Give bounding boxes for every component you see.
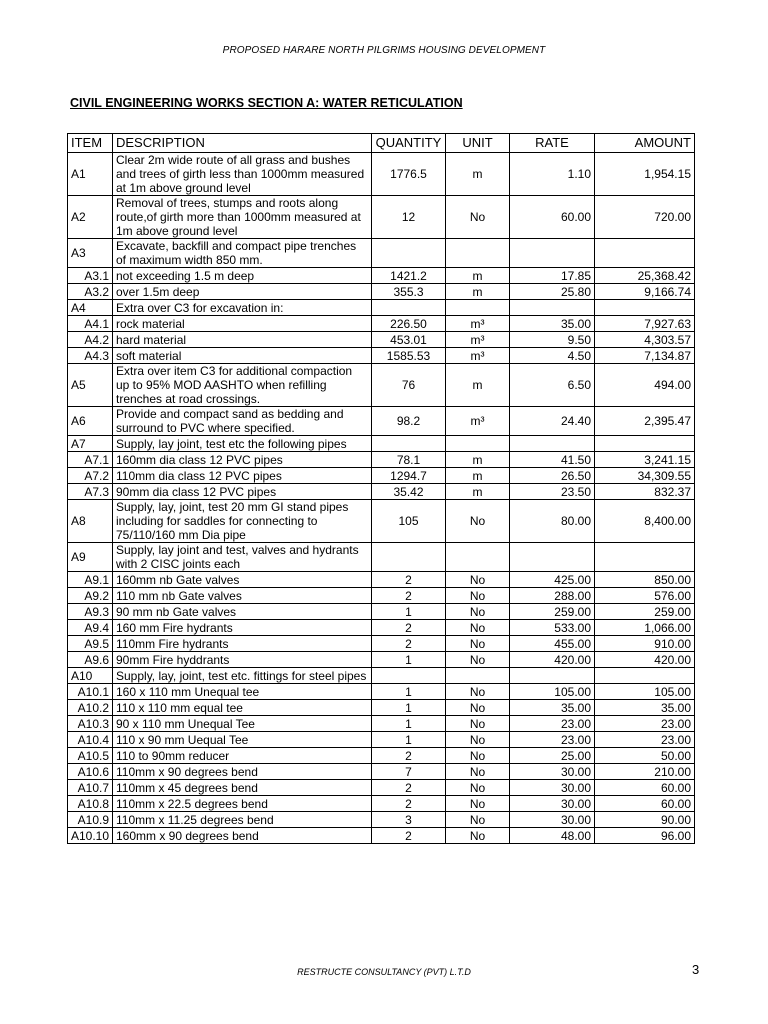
table-row [68,572,695,588]
amount-cell: 259.00 [595,604,695,620]
quantity-cell: 1585.53 [372,348,446,364]
description-cell: Clear 2m wide route of all grass and bushes and trees of girth less than 1000mm measured at 1m above ground level [113,153,372,196]
amount-cell: 420.00 [595,652,695,668]
rate-cell: 455.00 [510,636,595,652]
amount-cell: 4,303.57 [595,332,695,348]
rate-cell: 259.00 [510,604,595,620]
unit-cell: m [446,364,510,407]
amount-cell: 910.00 [595,636,695,652]
item-cell: A5 [68,364,113,407]
amount-cell [595,668,695,684]
rate-cell [510,436,595,452]
unit-cell: m³ [446,332,510,348]
column-header-amount: AMOUNT [595,134,695,153]
item-cell: A4.2 [68,332,113,348]
item-cell: A9.6 [68,652,113,668]
quantity-cell: 453.01 [372,332,446,348]
rate-cell: 23.50 [510,484,595,500]
description-cell: 110mm x 90 degrees bend [113,764,372,780]
table-row [68,268,695,284]
column-header-unit: UNIT [446,134,510,153]
item-cell: A9.4 [68,620,113,636]
description-cell: 110 x 90 mm Uequal Tee [113,732,372,748]
rate-cell: 1.10 [510,153,595,196]
quantity-cell: 2 [372,780,446,796]
description-cell: 90mm dia class 12 PVC pipes [113,484,372,500]
description-cell: Supply, lay joint, test etc the following pipes [113,436,372,452]
table-row [68,332,695,348]
table-row [68,716,695,732]
quantity-cell [372,543,446,572]
item-cell: A7 [68,436,113,452]
table-row [68,620,695,636]
description-cell: not exceeding 1.5 m deep [113,268,372,284]
document-header: PROPOSED HARARE NORTH PILGRIMS HOUSING DEVELOPMENT [222,45,546,56]
unit-cell: No [446,812,510,828]
unit-cell [446,436,510,452]
description-cell: 160 x 110 mm Unequal tee [113,684,372,700]
unit-cell [446,300,510,316]
unit-cell: No [446,764,510,780]
column-header-quantity: QUANTITY [372,134,446,153]
unit-cell: m [446,268,510,284]
unit-cell: m³ [446,407,510,436]
unit-cell: No [446,748,510,764]
table-row [68,484,695,500]
table-row [68,796,695,812]
unit-cell: No [446,572,510,588]
quantity-cell: 1 [372,700,446,716]
description-cell: 110 to 90mm reducer [113,748,372,764]
quantity-cell: 76 [372,364,446,407]
unit-cell: m [446,468,510,484]
amount-cell: 96.00 [595,828,695,844]
item-cell: A3.2 [68,284,113,300]
quantity-cell: 355.3 [372,284,446,300]
unit-cell: No [446,604,510,620]
rate-cell: 48.00 [510,828,595,844]
item-cell: A2 [68,196,113,239]
unit-cell: m [446,452,510,468]
item-cell: A3.1 [68,268,113,284]
unit-cell [446,239,510,268]
section-title: CIVIL ENGINEERING WORKS SECTION A: WATER RETICULATION [70,96,463,110]
amount-cell: 60.00 [595,796,695,812]
item-cell: A9.2 [68,588,113,604]
bill-of-quantities-table [67,133,695,844]
unit-cell [446,668,510,684]
description-cell: 110 mm nb Gate valves [113,588,372,604]
table-row [68,748,695,764]
table-body [68,153,695,844]
amount-cell: 1,066.00 [595,620,695,636]
quantity-cell: 1 [372,604,446,620]
unit-cell: No [446,684,510,700]
amount-cell: 9,166.74 [595,284,695,300]
amount-cell [595,436,695,452]
item-cell: A10.6 [68,764,113,780]
rate-cell: 26.50 [510,468,595,484]
rate-cell: 25.00 [510,748,595,764]
quantity-cell [372,239,446,268]
description-cell: 110mm x 22.5 degrees bend [113,796,372,812]
description-cell: 90mm Fire hyddrants [113,652,372,668]
item-cell: A7.1 [68,452,113,468]
amount-cell: 34,309.55 [595,468,695,484]
rate-cell: 35.00 [510,700,595,716]
description-cell: 110 x 110 mm equal tee [113,700,372,716]
amount-cell: 105.00 [595,684,695,700]
quantity-cell: 1294.7 [372,468,446,484]
amount-cell: 850.00 [595,572,695,588]
amount-cell: 2,395.47 [595,407,695,436]
quantity-cell: 2 [372,828,446,844]
item-cell: A10 [68,668,113,684]
description-cell: hard material [113,332,372,348]
rate-cell: 25.80 [510,284,595,300]
rate-cell: 80.00 [510,500,595,543]
table-row [68,284,695,300]
amount-cell [595,300,695,316]
description-cell: 160mm nb Gate valves [113,572,372,588]
item-cell: A9.1 [68,572,113,588]
rate-cell [510,300,595,316]
item-cell: A10.7 [68,780,113,796]
quantity-cell: 2 [372,620,446,636]
amount-cell: 3,241.15 [595,452,695,468]
quantity-cell: 7 [372,764,446,780]
rate-cell: 30.00 [510,764,595,780]
quantity-cell: 1 [372,684,446,700]
rate-cell: 23.00 [510,732,595,748]
amount-cell: 576.00 [595,588,695,604]
rate-cell: 4.50 [510,348,595,364]
table-row [68,684,695,700]
description-cell: Supply, lay, joint, test 20 mm GI stand pipes including for saddles for connecting to 75/110/160 mm Dia pipe [113,500,372,543]
table-row [68,636,695,652]
item-cell: A10.4 [68,732,113,748]
item-cell: A4.3 [68,348,113,364]
unit-cell: No [446,588,510,604]
rate-cell: 17.85 [510,268,595,284]
amount-cell: 23.00 [595,716,695,732]
amount-cell [595,543,695,572]
amount-cell: 25,368.42 [595,268,695,284]
amount-cell: 1,954.15 [595,153,695,196]
description-cell: 160mm dia class 12 PVC pipes [113,452,372,468]
unit-cell: m [446,284,510,300]
amount-cell: 7,927.63 [595,316,695,332]
rate-cell: 9.50 [510,332,595,348]
quantity-cell: 2 [372,588,446,604]
quantity-cell [372,668,446,684]
description-cell: Extra over C3 for excavation in: [113,300,372,316]
quantity-cell: 1776.5 [372,153,446,196]
column-header-description: DESCRIPTION [113,134,372,153]
unit-cell: No [446,828,510,844]
unit-cell [446,543,510,572]
description-cell: 110mm x 11.25 degrees bend [113,812,372,828]
item-cell: A10.10 [68,828,113,844]
quantity-cell: 2 [372,748,446,764]
amount-cell: 90.00 [595,812,695,828]
document-footer: RESTRUCTE CONSULTANCY (PVT) L.T.D [297,967,471,977]
table-row [68,812,695,828]
item-cell: A10.8 [68,796,113,812]
table-row [68,588,695,604]
rate-cell: 105.00 [510,684,595,700]
quantity-cell: 78.1 [372,452,446,468]
description-cell: over 1.5m deep [113,284,372,300]
description-cell: rock material [113,316,372,332]
amount-cell: 23.00 [595,732,695,748]
quantity-cell: 35.42 [372,484,446,500]
item-cell: A9 [68,543,113,572]
description-cell: 110mm Fire hydrants [113,636,372,652]
quantity-cell: 1421.2 [372,268,446,284]
rate-cell: 6.50 [510,364,595,407]
unit-cell: No [446,652,510,668]
quantity-cell: 98.2 [372,407,446,436]
rate-cell: 60.00 [510,196,595,239]
amount-cell: 210.00 [595,764,695,780]
description-cell: 90 mm nb Gate valves [113,604,372,620]
table-row [68,468,695,484]
description-cell: 110mm dia class 12 PVC pipes [113,468,372,484]
rate-cell: 23.00 [510,716,595,732]
description-cell: Provide and compact sand as bedding and surround to PVC where specified. [113,407,372,436]
quantity-cell: 3 [372,812,446,828]
quantity-cell: 12 [372,196,446,239]
rate-cell: 30.00 [510,780,595,796]
item-cell: A6 [68,407,113,436]
table-row [68,700,695,716]
quantity-cell: 105 [372,500,446,543]
table-row [68,604,695,620]
item-cell: A10.2 [68,700,113,716]
table-row [68,316,695,332]
amount-cell: 832.37 [595,484,695,500]
table-row [68,764,695,780]
unit-cell: No [446,196,510,239]
amount-cell: 494.00 [595,364,695,407]
quantity-cell [372,300,446,316]
column-header-item: ITEM [68,134,113,153]
quantity-cell: 2 [372,796,446,812]
quantity-cell: 2 [372,572,446,588]
quantity-cell: 2 [372,636,446,652]
item-cell: A7.2 [68,468,113,484]
rate-cell [510,239,595,268]
table-row [68,828,695,844]
quantity-cell: 1 [372,652,446,668]
item-cell: A10.5 [68,748,113,764]
amount-cell: 35.00 [595,700,695,716]
unit-cell: No [446,700,510,716]
table-row [68,348,695,364]
table-row [68,668,695,684]
rate-cell: 420.00 [510,652,595,668]
table-row [68,153,695,196]
description-cell: 90 x 110 mm Unequal Tee [113,716,372,732]
column-header-rate: RATE [510,134,595,153]
rate-cell: 30.00 [510,812,595,828]
table-row [68,452,695,468]
table-row [68,780,695,796]
quantity-cell [372,436,446,452]
amount-cell: 60.00 [595,780,695,796]
table-header-row [68,134,695,153]
item-cell: A3 [68,239,113,268]
item-cell: A10.9 [68,812,113,828]
unit-cell: No [446,636,510,652]
item-cell: A1 [68,153,113,196]
table-row [68,500,695,543]
unit-cell: No [446,796,510,812]
table-row [68,543,695,572]
item-cell: A10.3 [68,716,113,732]
rate-cell [510,668,595,684]
unit-cell: No [446,780,510,796]
unit-cell: No [446,500,510,543]
amount-cell: 8,400.00 [595,500,695,543]
unit-cell: m [446,153,510,196]
item-cell: A10.1 [68,684,113,700]
table-row [68,407,695,436]
rate-cell: 30.00 [510,796,595,812]
quantity-cell: 226.50 [372,316,446,332]
description-cell: Supply, lay, joint, test etc. fittings for steel pipes [113,668,372,684]
unit-cell: No [446,732,510,748]
table-row [68,196,695,239]
amount-cell: 50.00 [595,748,695,764]
quantity-cell: 1 [372,716,446,732]
item-cell: A4.1 [68,316,113,332]
description-cell: Supply, lay joint and test, valves and hydrants with 2 CISC joints each [113,543,372,572]
amount-cell: 7,134.87 [595,348,695,364]
description-cell: Removal of trees, stumps and roots along route,of girth more than 1000mm measured at 1m above ground level [113,196,372,239]
rate-cell: 41.50 [510,452,595,468]
table-row [68,732,695,748]
item-cell: A7.3 [68,484,113,500]
unit-cell: m³ [446,316,510,332]
quantity-cell: 1 [372,732,446,748]
table-row [68,364,695,407]
table-row [68,436,695,452]
rate-cell: 533.00 [510,620,595,636]
description-cell: 160mm x 90 degrees bend [113,828,372,844]
table-row [68,239,695,268]
item-cell: A8 [68,500,113,543]
amount-cell [595,239,695,268]
unit-cell: m [446,484,510,500]
rate-cell: 35.00 [510,316,595,332]
description-cell: Excavate, backfill and compact pipe trenches of maximum width 850 mm. [113,239,372,268]
unit-cell: No [446,620,510,636]
item-cell: A9.5 [68,636,113,652]
table-row [68,300,695,316]
item-cell: A9.3 [68,604,113,620]
description-cell: Extra over item C3 for additional compaction up to 95% MOD AASHTO when refilling trenches at road crossings. [113,364,372,407]
description-cell: 110mm x 45 degrees bend [113,780,372,796]
rate-cell: 425.00 [510,572,595,588]
description-cell: 160 mm Fire hydrants [113,620,372,636]
unit-cell: No [446,716,510,732]
description-cell: soft material [113,348,372,364]
rate-cell: 24.40 [510,407,595,436]
rate-cell: 288.00 [510,588,595,604]
rate-cell [510,543,595,572]
page-number: 3 [692,962,700,977]
item-cell: A4 [68,300,113,316]
amount-cell: 720.00 [595,196,695,239]
unit-cell: m³ [446,348,510,364]
table-row [68,652,695,668]
